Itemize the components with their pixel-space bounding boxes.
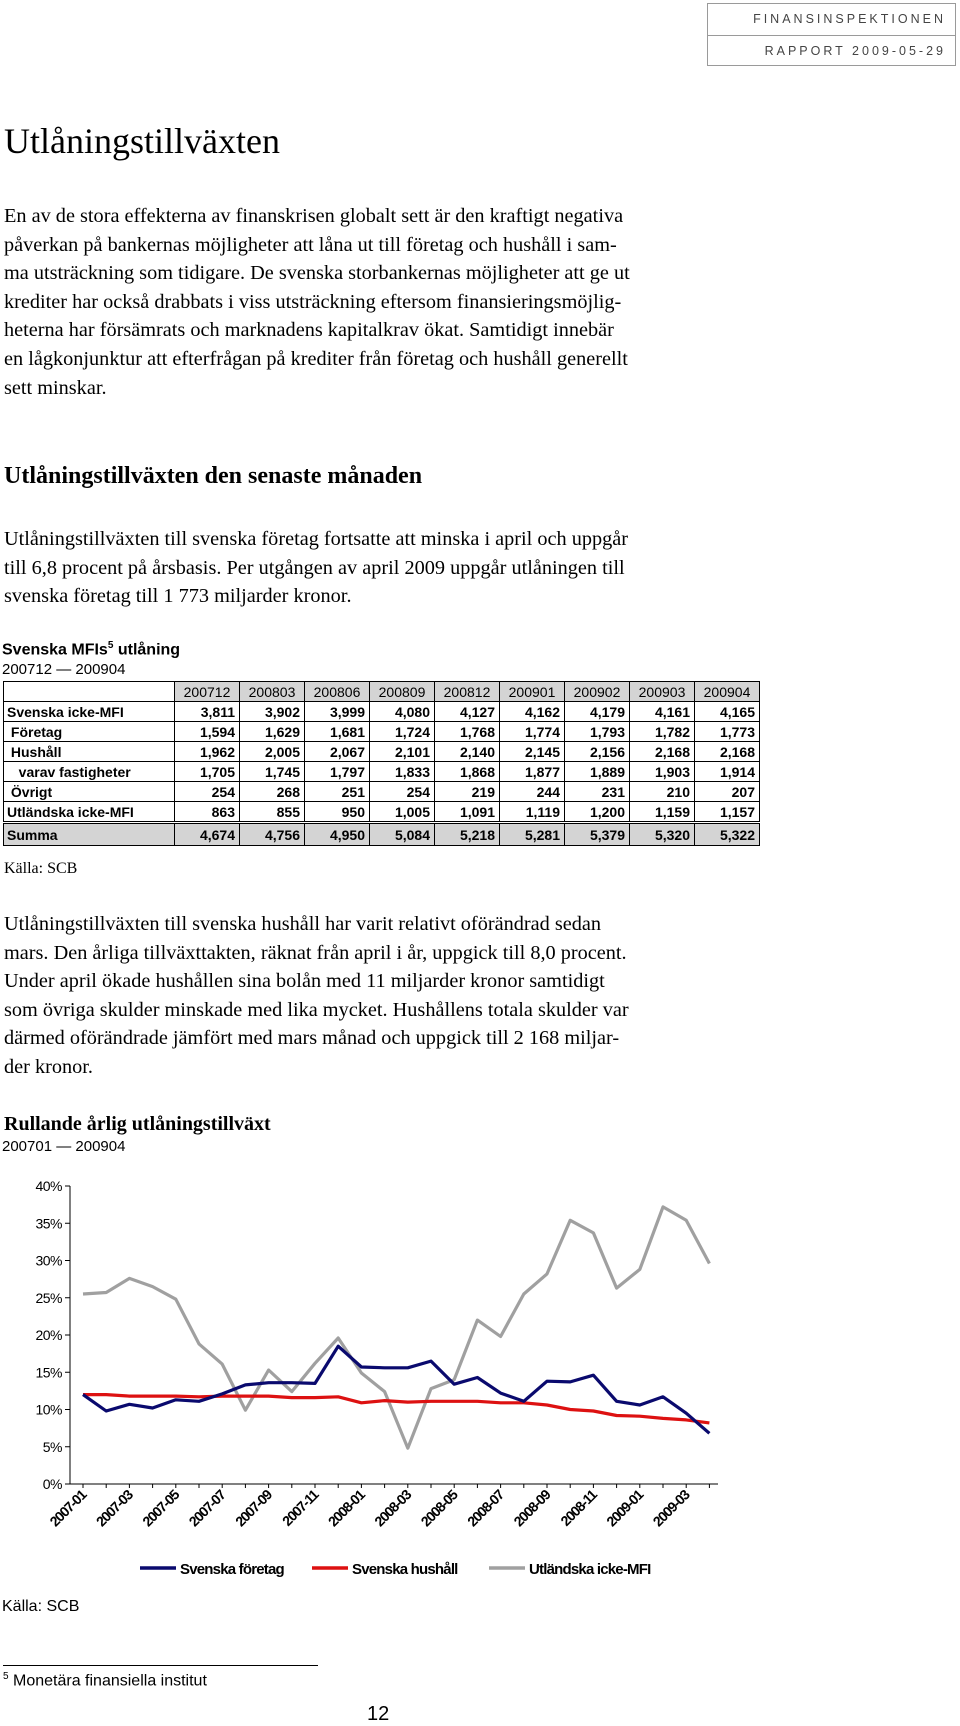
sum-label: Summa	[4, 823, 175, 846]
table-cell: 254	[370, 782, 435, 802]
column-header: 200902	[565, 682, 630, 702]
text-line: påverkan på bankernas möjligheter att låna ut till företag och hushåll i sam-	[4, 233, 617, 256]
legend-label: Svenska hushåll	[352, 1561, 458, 1578]
table-title	[2, 640, 180, 659]
x-tick-label: 2007-09	[232, 1486, 275, 1530]
table-cell: 4,162	[500, 702, 565, 722]
sum-cell: 5,084	[370, 823, 435, 846]
table-row	[4, 742, 760, 762]
footnote-rule	[3, 1665, 318, 1666]
page-title: Utlåningstillväxten	[4, 121, 280, 161]
table-cell: 254	[175, 782, 240, 802]
x-tick-label: 2007-07	[185, 1486, 229, 1530]
text-line: därmed oförändrade jämfört med mars månad och uppgick till 2 168 miljar-	[4, 1027, 620, 1050]
sum-cell: 4,756	[240, 823, 305, 846]
table-cell: 1,774	[500, 722, 565, 742]
table-title-tail: utlåning	[117, 641, 181, 659]
paragraph-households	[4, 910, 764, 1082]
text-line: mars. Den årliga tillväxttakten, räknat från april i år, uppgick till 8,0 procent.	[4, 941, 627, 964]
table-cell: 219	[435, 782, 500, 802]
table-cell: 244	[500, 782, 565, 802]
x-tick-label: 2008-11	[557, 1486, 600, 1529]
x-tick-label: 2008-01	[324, 1486, 368, 1530]
table-cell: 1,157	[695, 802, 760, 823]
legend-label: Utländska icke-MFI	[529, 1561, 651, 1578]
column-header: 200806	[305, 682, 370, 702]
table-cell: 1,793	[565, 722, 630, 742]
text-line: krediter har också drabbats i viss utsträckning eftersom finansieringsmöjlig-	[4, 290, 622, 313]
table-cell: 251	[305, 782, 370, 802]
y-tick-label: 30%	[35, 1252, 62, 1269]
text-line: Under april ökade hushållen sina bolån med 11 miljarder kronor samtidigt	[4, 970, 605, 993]
table-row	[4, 702, 760, 722]
table-cell: 1,745	[240, 762, 305, 782]
y-tick-label: 40%	[35, 1178, 62, 1194]
table-cell: 1,962	[175, 742, 240, 762]
table-cell: 1,782	[630, 722, 695, 742]
legend-label: Svenska företag	[180, 1561, 284, 1578]
row-label: Svenska icke-MFI	[4, 702, 175, 722]
table-cell: 4,127	[435, 702, 500, 722]
data-table	[3, 681, 760, 846]
table-cell: 2,168	[695, 742, 760, 762]
sum-cell: 5,320	[630, 823, 695, 846]
text-line: heterna har försämrats och marknadens kapitalkrav ökat. Samtidigt innebär	[4, 319, 614, 342]
table-range: 200712 — 200904	[2, 661, 126, 678]
table-cell: 2,005	[240, 742, 305, 762]
y-tick-label: 15%	[35, 1364, 62, 1381]
header-report-date: RAPPORT 2009-05-29	[708, 35, 955, 65]
table-cell: 1,091	[435, 802, 500, 823]
table-cell: 863	[175, 802, 240, 823]
report-header-box	[707, 3, 956, 66]
sum-cell: 5,322	[695, 823, 760, 846]
series-line	[83, 1207, 709, 1448]
table-cell: 4,165	[695, 702, 760, 722]
table-cell: 1,773	[695, 722, 760, 742]
table-cell: 3,999	[305, 702, 370, 722]
table-cell: 1,005	[370, 802, 435, 823]
table-cell: 2,067	[305, 742, 370, 762]
chart-source: Källa: SCB	[2, 1598, 80, 1615]
x-tick-label: 2007-01	[46, 1486, 90, 1530]
y-tick-label: 20%	[35, 1327, 62, 1343]
text-line: der kronor.	[4, 1055, 93, 1078]
y-tick-label: 10%	[35, 1401, 62, 1418]
sum-cell: 5,379	[565, 823, 630, 846]
lending-table	[3, 681, 760, 846]
table-row	[4, 722, 760, 742]
chart-range: 200701 — 200904	[2, 1138, 126, 1155]
row-label: Utländska icke-MFI	[4, 802, 175, 823]
footnote-number: 5	[3, 1671, 9, 1682]
column-header: 200812	[435, 682, 500, 702]
y-tick-label: 0%	[42, 1476, 62, 1492]
row-label: varav fastigheter	[4, 762, 175, 782]
sum-cell: 4,674	[175, 823, 240, 846]
footnote-ref: 5	[107, 640, 114, 651]
table-row	[4, 782, 760, 802]
text-line: Utlåningstillväxten till svenska hushåll har varit relativt oförändrad sedan	[4, 913, 602, 935]
sum-cell: 5,218	[435, 823, 500, 846]
table-cell: 210	[630, 782, 695, 802]
table-cell: 1,200	[565, 802, 630, 823]
text-line: sett minskar.	[4, 376, 107, 399]
table-cell: 1,833	[370, 762, 435, 782]
x-tick-label: 2009-03	[649, 1486, 693, 1530]
intro-paragraph	[4, 202, 764, 402]
table-cell: 3,811	[175, 702, 240, 722]
table-cell: 2,145	[500, 742, 565, 762]
y-tick-label: 25%	[35, 1289, 62, 1306]
paragraph-companies	[4, 525, 764, 611]
table-cell: 1,724	[370, 722, 435, 742]
footnote-text: Monetära finansiella institut	[13, 1672, 207, 1690]
column-header: 200803	[240, 682, 305, 702]
x-tick-label: 2008-07	[464, 1486, 507, 1530]
table-cell: 1,705	[175, 762, 240, 782]
row-label: Hushåll	[4, 742, 175, 762]
table-cell: 3,902	[240, 702, 305, 722]
chart-title: Rullande årlig utlåningstillväxt	[4, 1113, 271, 1135]
table-cell: 1,914	[695, 762, 760, 782]
x-tick-label: 2007-11	[278, 1486, 322, 1529]
table-cell: 1,681	[305, 722, 370, 742]
table-cell: 1,903	[630, 762, 695, 782]
table-cell: 2,168	[630, 742, 695, 762]
table-cell: 1,629	[240, 722, 305, 742]
text-line: ma utsträckning som tidigare. De svenska storbankernas möjligheter att ge ut	[4, 262, 630, 285]
footnote	[3, 1671, 207, 1690]
text-line: som övriga skulder minskade med lika mycket. Hushållens totala skulder var	[4, 998, 629, 1021]
table-cell: 2,101	[370, 742, 435, 762]
growth-line-chart	[0, 1170, 760, 1595]
text-line: Utlåningstillväxten till svenska företag fortsatte att minska i april och uppgår	[4, 528, 629, 550]
table-cell: 855	[240, 802, 305, 823]
row-label: Övrigt	[4, 782, 175, 802]
text-line: svenska företag till 1 773 miljarder kronor.	[4, 585, 352, 608]
table-cell: 268	[240, 782, 305, 802]
table-cell: 950	[305, 802, 370, 823]
table-source: Källa: SCB	[4, 860, 78, 877]
text-line: en lågkonjunktur att efterfrågan på krediter från företag och hushåll generellt	[4, 347, 628, 370]
column-header: 200809	[370, 682, 435, 702]
page-number: 12	[367, 1703, 390, 1725]
y-tick-label: 35%	[35, 1215, 62, 1232]
header-org: FINANSINSPEKTIONEN	[753, 12, 946, 26]
x-tick-label: 2007-03	[92, 1486, 136, 1530]
column-header: 200712	[175, 682, 240, 702]
table-cell: 2,156	[565, 742, 630, 762]
row-label: Företag	[4, 722, 175, 742]
x-tick-label: 2008-05	[417, 1486, 461, 1530]
table-cell: 4,161	[630, 702, 695, 722]
sum-cell: 4,950	[305, 823, 370, 846]
sum-cell: 5,281	[500, 823, 565, 846]
table-corner-cell	[4, 682, 175, 702]
x-tick-label: 2009-01	[603, 1486, 646, 1530]
table-sum-row	[4, 823, 760, 846]
x-tick-label: 2008-09	[510, 1486, 554, 1530]
table-cell: 1,877	[500, 762, 565, 782]
table-row	[4, 762, 760, 782]
table-cell: 1,889	[565, 762, 630, 782]
text-line: En av de stora effekterna av finanskrisen globalt sett är den kraftigt negativa	[4, 205, 624, 227]
table-cell: 207	[695, 782, 760, 802]
column-header: 200901	[500, 682, 565, 702]
x-tick-label: 2008-03	[371, 1486, 414, 1530]
x-tick-label: 2007-05	[139, 1486, 182, 1530]
table-cell: 1,768	[435, 722, 500, 742]
column-header: 200903	[630, 682, 695, 702]
table-cell: 1,594	[175, 722, 240, 742]
table-row	[4, 802, 760, 823]
table-cell: 4,080	[370, 702, 435, 722]
text-line: till 6,8 procent på årsbasis. Per utgången av april 2009 uppgår utlåningen till	[4, 556, 625, 579]
table-cell: 1,159	[630, 802, 695, 823]
table-cell: 1,119	[500, 802, 565, 823]
y-tick-label: 5%	[42, 1438, 62, 1455]
table-header-row	[4, 682, 760, 702]
table-cell: 1,797	[305, 762, 370, 782]
table-cell: 231	[565, 782, 630, 802]
table-title-text: Svenska MFIs	[2, 641, 108, 659]
table-cell: 2,140	[435, 742, 500, 762]
section-title: Utlåningstillväxten den senaste månaden	[4, 463, 423, 489]
column-header: 200904	[695, 682, 760, 702]
table-cell: 4,179	[565, 702, 630, 722]
table-cell: 1,868	[435, 762, 500, 782]
